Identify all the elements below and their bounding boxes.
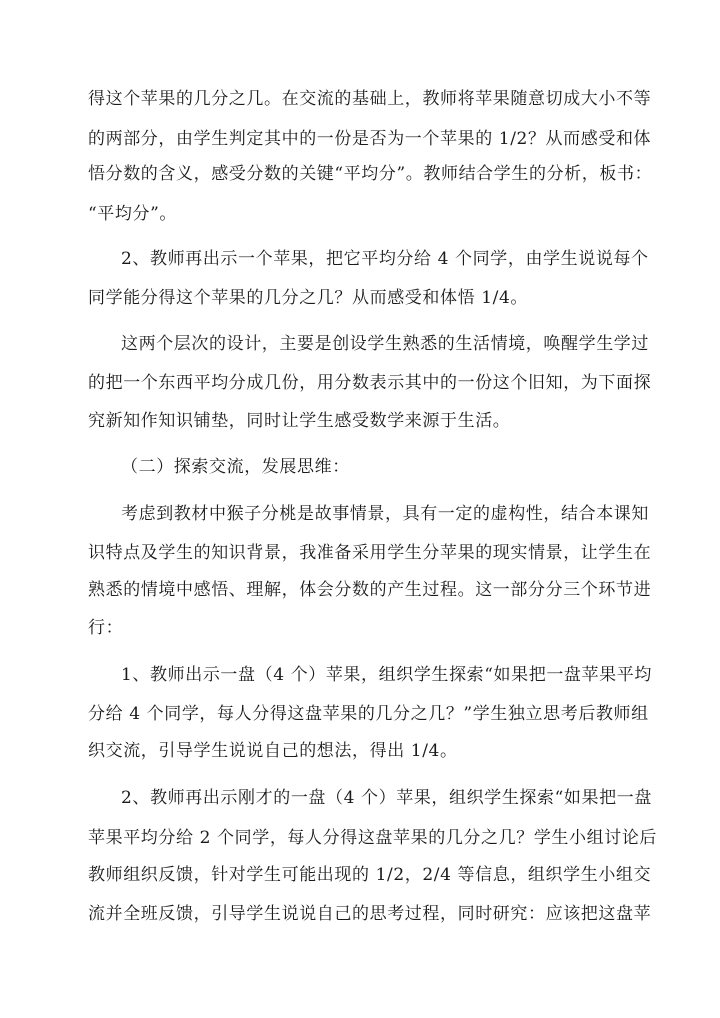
text-line: 悟分数的含义，感受分数的关键“平均分”。教师结合学生的分析，板书： bbox=[88, 164, 653, 184]
text-line: 流并全班反馈，引导学生说说自己的思考过程，同时研究：应该把这盘苹 bbox=[88, 904, 652, 924]
text-line: 1、教师出示一盘（4 个）苹果，组织学生探索“如果把一盘苹果平均 bbox=[121, 665, 652, 685]
text-line: 这两个层次的设计，主要是创设学生熟悉的生活情境，唤醒学生学过 bbox=[121, 334, 649, 354]
text-line: 识特点及学生的知识背景，我准备采用学生分苹果的现实情景，让学生在 bbox=[88, 543, 652, 563]
text-line: 究新知作知识铺垫，同时让学生感受数学来源于生活。 bbox=[88, 411, 511, 431]
text-line: 同学能分得这个苹果的几分之几？从而感受和体悟 1/4。 bbox=[88, 288, 528, 308]
text-line: 2、教师再出示刚才的一盘（4 个）苹果，组织学生探索“如果把一盘 bbox=[121, 788, 652, 808]
text-line: “平均分”。 bbox=[88, 204, 177, 224]
text-line: 考虑到教材中猴子分桃是故事情景，具有一定的虚构性，结合本课知 bbox=[121, 504, 649, 524]
section-heading: （二）探索交流，发展思维： bbox=[121, 457, 350, 477]
text-line: 分给 4 个同学，每人分得这盘苹果的几分之几？”学生独立思考后教师组 bbox=[88, 704, 649, 724]
text-line: 的把一个东西平均分成几份，用分数表示其中的一份这个旧知，为下面探 bbox=[88, 373, 652, 393]
text-line: 的两部分，由学生判定其中的一份是否为一个苹果的 1/2？从而感受和体 bbox=[88, 129, 652, 149]
text-line: 行： bbox=[88, 618, 124, 638]
text-line: 2、教师再出示一个苹果，把它平均分给 4 个同学，由学生说说每个 bbox=[121, 249, 649, 269]
text-line: 熟悉的情境中感悟、理解，体会分数的产生过程。这一部分分三个环节进 bbox=[88, 580, 652, 600]
text-line: 苹果平均分给 2 个同学，每人分得这盘苹果的几分之几？学生小组讨论后 bbox=[88, 828, 658, 848]
text-line: 织交流，引导学生说说自己的想法，得出 1/4。 bbox=[88, 741, 458, 761]
text-line: 教师组织反馈，针对学生可能出现的 1/2，2/4 等信息，组织学生小组交 bbox=[88, 865, 652, 885]
text-line: 得这个苹果的几分之几。在交流的基础上，教师将苹果随意切成大小不等 bbox=[88, 89, 652, 109]
